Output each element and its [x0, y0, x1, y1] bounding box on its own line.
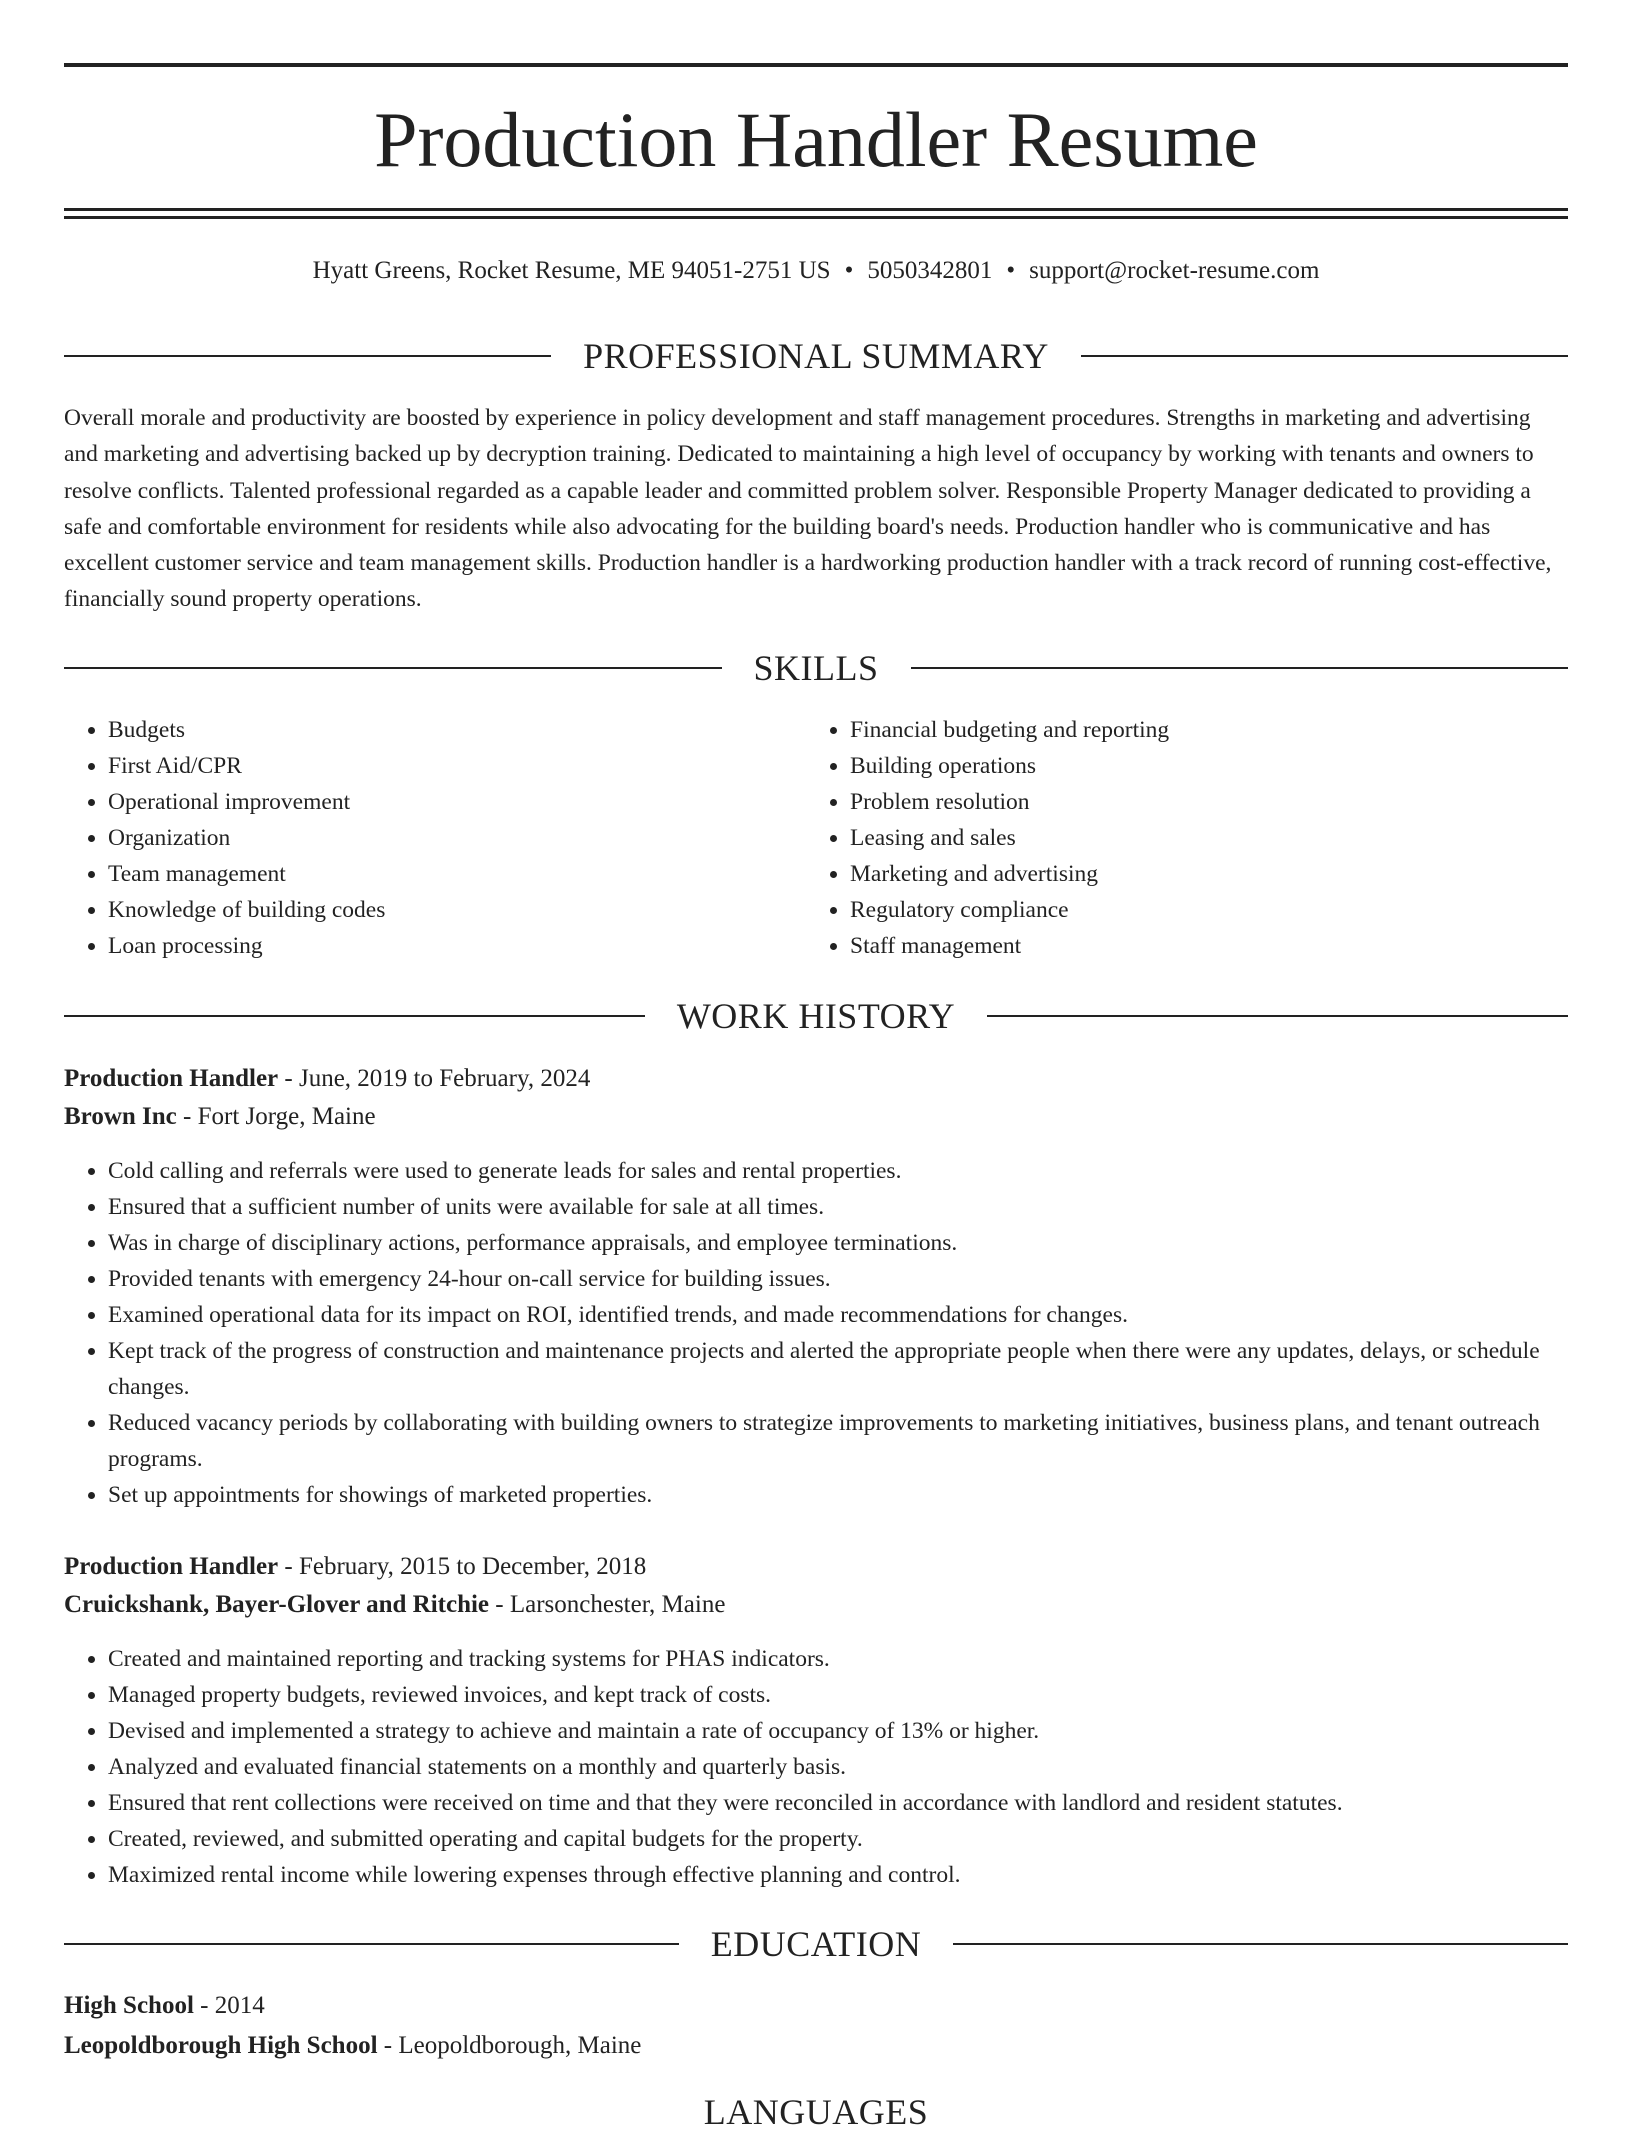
company-location: - Larsonchester, Maine — [495, 1591, 726, 1618]
job-bullet: • Devised and implemented a strategy to achieve and maintain a rate of occupancy of 13% or higher. — [108, 1713, 1568, 1749]
job-bullet: • Created and maintained reporting and tracking systems for PHAS indicators. — [108, 1641, 1568, 1677]
divider — [64, 1943, 679, 1945]
education-degree-line — [64, 1988, 1568, 2024]
skill-item: • Knowledge of building codes — [108, 892, 764, 928]
divider — [911, 667, 1569, 669]
job-bullet: • Kept track of the progress of construction and maintenance projects and alerted the appropriate people when there were any updates, delays, or schedule changes. — [108, 1333, 1568, 1405]
skill-item: • Loan processing — [108, 928, 764, 964]
education-location: - Leopoldborough, Maine — [383, 2032, 642, 2059]
skill-item: • Budgets — [108, 712, 764, 748]
section-title-education: EDUCATION — [710, 1924, 922, 1964]
job-bullet: • Provided tenants with emergency 24-hour on-call service for building issues. — [108, 1261, 1568, 1297]
section-title-work: WORK HISTORY — [676, 996, 956, 1036]
divider — [64, 667, 722, 669]
divider — [953, 1943, 1568, 1945]
skill-item: • Building operations — [850, 748, 1506, 784]
section-title-languages: LANGUAGES — [703, 2092, 929, 2132]
job-title-line — [64, 1549, 1568, 1585]
skill-item: • Problem resolution — [850, 784, 1506, 820]
job-company-line — [64, 1587, 1568, 1623]
resume-title: Production Handler Resume — [374, 96, 1258, 183]
job-company-line — [64, 1099, 1568, 1135]
job-dates: - February, 2015 to December, 2018 — [284, 1553, 647, 1580]
job-bullet: • Created, reviewed, and submitted operating and capital budgets for the property. — [108, 1821, 1568, 1857]
skills-column-left — [64, 712, 764, 964]
education-school: Leopoldborough High School — [64, 2032, 378, 2059]
divider — [64, 1015, 645, 1017]
company-name: Cruickshank, Bayer-Glover and Ritchie — [64, 1591, 490, 1618]
education-year: - 2014 — [200, 1992, 265, 2019]
job-bullets — [64, 1641, 1568, 1893]
divider — [1081, 355, 1568, 357]
job-bullet: • Set up appointments for showings of marketed properties. — [108, 1477, 1568, 1513]
summary-text: Overall morale and productivity are boosted by experience in policy development and staff management procedures. Strengths in marketing and advertising and marketing and advertising backed up by decryption training. Dedicated to maintaining a high level of occupancy by working with tenants and owners to resolve conflicts. Talented professional regarded as a capable leader and committed problem solver. Responsible Property Manager dedicated to providing a safe and comfortable environment for residents while also advocating for the building board's needs. Production handler who is communicative and has excellent customer service and team management skills. Production handler is a hardworking production handler with a track record of running cost-effective, financially sound property operations. — [64, 405, 1552, 613]
divider — [987, 1015, 1568, 1017]
contact-separator: • — [844, 257, 854, 284]
job-bullet: • Managed property budgets, reviewed invoices, and kept track of costs. — [108, 1677, 1568, 1713]
section-title-skills: SKILLS — [753, 648, 879, 688]
skill-item: • Financial budgeting and reporting — [850, 712, 1506, 748]
job-bullets — [64, 1153, 1568, 1513]
education-school-line — [64, 2028, 1568, 2064]
job-title: Production Handler — [64, 1065, 279, 1092]
company-location: - Fort Jorge, Maine — [183, 1103, 376, 1130]
section-header-summary — [64, 334, 1568, 378]
education-degree: High School — [64, 1992, 194, 2019]
company-name: Brown Inc — [64, 1103, 177, 1130]
job-dates: - June, 2019 to February, 2024 — [284, 1065, 591, 1092]
contact-separator: • — [1006, 257, 1016, 284]
title-rule-upper — [64, 208, 1568, 211]
job-bullet: • Reduced vacancy periods by collaborating with building owners to strategize improvements to marketing initiatives, business plans, and tenant outreach programs. — [108, 1405, 1568, 1477]
job-title: Production Handler — [64, 1553, 279, 1580]
section-header-education — [64, 1922, 1568, 1966]
job-bullet: • Cold calling and referrals were used to generate leads for sales and rental properties. — [108, 1153, 1568, 1189]
job-bullet: • Examined operational data for its impact on ROI, identified trends, and made recommendations for changes. — [108, 1297, 1568, 1333]
job-bullet: • Analyzed and evaluated financial statements on a monthly and quarterly basis. — [108, 1749, 1568, 1785]
skill-item: • Regulatory compliance — [850, 892, 1506, 928]
skill-item: • Organization — [108, 820, 764, 856]
divider — [64, 355, 551, 357]
skill-item: • First Aid/CPR — [108, 748, 764, 784]
job-bullet: • Ensured that a sufficient number of units were available for sale at all times. — [108, 1189, 1568, 1225]
skill-item: • Operational improvement — [108, 784, 764, 820]
skill-item: • Marketing and advertising — [850, 856, 1506, 892]
contact-address: Hyatt Greens, Rocket Resume, ME 94051-2751 US — [312, 257, 831, 284]
skill-item: • Staff management — [850, 928, 1506, 964]
job-bullet: • Maximized rental income while lowering expenses through effective planning and control. — [108, 1857, 1568, 1893]
skill-item: • Team management — [108, 856, 764, 892]
skill-item: • Leasing and sales — [850, 820, 1506, 856]
section-header-skills — [64, 646, 1568, 690]
top-rule — [64, 63, 1568, 67]
section-header-work — [64, 994, 1568, 1038]
contact-email: support@rocket-resume.com — [1029, 257, 1320, 284]
contact-line — [64, 254, 1568, 288]
job-bullet: • Was in charge of disciplinary actions, performance appraisals, and employee terminations. — [108, 1225, 1568, 1261]
job-bullet: • Ensured that rent collections were received on time and that they were reconciled in accordance with landlord and resident statutes. — [108, 1785, 1568, 1821]
contact-phone: 5050342801 — [867, 257, 993, 284]
skills-column-right — [806, 712, 1506, 964]
job-title-line — [64, 1061, 1568, 1097]
section-title-summary: PROFESSIONAL SUMMARY — [583, 336, 1049, 376]
title-rule-lower — [64, 216, 1568, 219]
section-header-languages — [64, 2090, 1568, 2134]
